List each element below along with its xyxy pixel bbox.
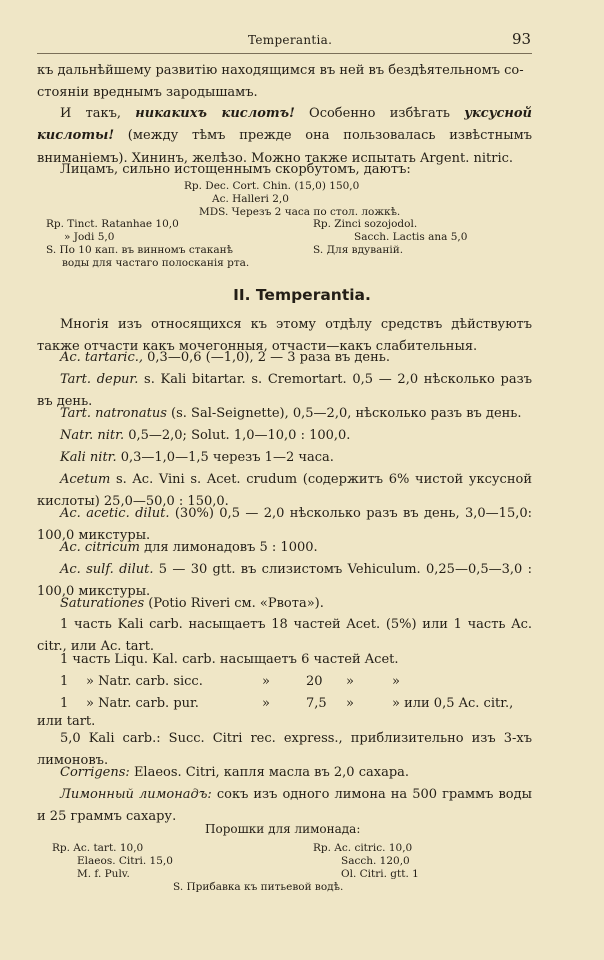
drug-name: Saturationes (60, 596, 145, 611)
recipe-2-line-1: Rp. Tinct. Ratanhae 10,0 (46, 218, 179, 230)
powders-right-line-3: Ol. Citri. gtt. 1 (341, 868, 419, 880)
recipe-3-line-3: S. Для вдуваній. (313, 244, 404, 256)
table-row-2-num: 1 (60, 696, 69, 711)
text-run: (между тѣмъ прежде она пользовалась извѣстнымъ вниманіемъ). Хининъ, желѣзо. Можно также испытать Argent. nitric. (37, 128, 532, 166)
recipe-1-line-2: Ac. Halleri 2,0 (212, 193, 289, 205)
drug-name: Corrigens: (60, 765, 130, 780)
entry-saturationes (37, 593, 532, 615)
entry-text: Elaeos. Citri, капля масла въ 2,0 сахара. (129, 765, 410, 780)
entry-text: (Potio Riveri см. «Рвота»). (144, 596, 324, 611)
table-row-1-ditto: » (262, 674, 270, 689)
drug-name: Ac. acetic. dilut. (60, 506, 170, 521)
text-run: Особенно избѣгать (294, 106, 465, 121)
entry-text: 5 — 30 gtt. въ слизистомъ Vehiculum. 0,25—0,5—3,0 : 100,0 микстуры. (37, 562, 532, 600)
table-row-2-substance: » Natr. carb. pur. (86, 696, 199, 711)
entry-text: 0,3—0,6 (—1,0), 2 — 3 раза въ день. (143, 350, 390, 365)
table-row-2-continuation: или tart. (37, 714, 96, 729)
paragraph-scurvy: Лицамъ, сильно истощеннымъ скорбутомъ, даютъ: (60, 162, 411, 177)
drug-name: Ac. sulf. dilut. (60, 562, 154, 577)
drug-name: Natr. nitr. (60, 428, 125, 443)
lemon-saturation: 5,0 Kali carb.: Succ. Citri rec. express., приблизительно изъ 3-хъ лимоновъ. (37, 731, 532, 769)
recipe-1-line-1: Rp. Dec. Cort. Chin. (15,0) 150,0 (184, 180, 360, 192)
entry-tart-natronatus (37, 403, 532, 425)
drug-name: Ac. citricum (60, 540, 140, 555)
section-intro: Многія изъ относящихся къ этому отдѣлу средствъ дѣйствуютъ также отчасти какъ мочегонныя, отчасти—какъ слабительныя. (37, 317, 532, 355)
continuation-line-2: стояніи вреднымъ зародышамъ. (37, 85, 258, 101)
entry-text: s. Kali bitartar. s. Cremortart. 0,5 — 2,0 нѣсколько разъ въ день. (37, 372, 532, 410)
powders-right-line-1: Rp. Ac. citric. 10,0 (313, 842, 413, 854)
entry-text: (30%) 0,5 — 2,0 нѣсколько разъ въ день, 3,0—15,0: 100,0 микстуры. (37, 506, 532, 544)
powders-note: S. Прибавка къ питьевой водѣ. (173, 881, 344, 893)
drug-name: Kali nitr. (60, 450, 117, 465)
powders-left-line-2: Elaeos. Citri. 15,0 (77, 855, 173, 867)
entry-text: 0,3—1,0—1,5 черезъ 1—2 часа. (116, 450, 334, 465)
continuation-paragraph (37, 60, 532, 105)
header-rule (37, 53, 532, 54)
entry-natr-nitr (37, 425, 532, 447)
emphasis-no-acids: никакихъ кислотъ! (135, 106, 295, 121)
saturation-kali: 1 часть Kali carb. насыщаетъ 18 частей Acet. (5%) или 1 часть Ac. citr., или Ac. tart. (37, 617, 532, 655)
section-heading: II. Temperantia. (233, 286, 371, 304)
powders-right-line-2: Sacch. 120,0 (341, 855, 410, 867)
entry-text: сокъ изъ одного лимона на 500 граммъ воды и 25 граммъ сахару. (37, 787, 532, 825)
continuation-line-1: къ дальнѣйшему развитію находящимся въ ней въ бездѣятельномъ со- (37, 63, 524, 78)
saturation-liqu: 1 часть Liqu. Kal. carb. насыщаетъ 6 частей Acet. (60, 652, 399, 667)
entry-ac-tartaric (37, 347, 532, 369)
powders-left-line-1: Rp. Ac. tart. 10,0 (52, 842, 144, 854)
entry-kali-nitr (37, 447, 532, 469)
drug-name: Acetum (60, 472, 111, 487)
drug-name: Лимонный лимонадъ: (60, 787, 212, 802)
recipe-3-line-1: Rp. Zinci sozojodol. (313, 218, 418, 230)
page-number: 93 (512, 30, 532, 48)
recipe-1-line-3: MDS. Черезъ 2 часа по стол. ложкѣ. (199, 206, 401, 218)
drug-name: Tart. natronatus (60, 406, 167, 421)
table-row-1-ditto-2: » (346, 674, 354, 689)
entry-text: s. Ac. Vini s. Acet. crudum (содержитъ 6% чистой уксусной кислоты) 25,0—50,0 : 150,0. (37, 472, 532, 510)
entry-corrigens (37, 762, 532, 784)
table-row-1-amount: 20 (306, 674, 323, 689)
drug-name: Ac. tartaric., (60, 350, 144, 365)
entry-text: 0,5—2,0; Solut. 1,0—10,0 : 100,0. (124, 428, 351, 443)
table-row-1-ditto-3: » (392, 674, 400, 689)
table-row-2-ditto: » (262, 696, 270, 711)
table-row-2-amount: 7,5 (306, 696, 327, 711)
powders-title: Порошки для лимонада: (205, 822, 361, 836)
text-run: И такъ, (60, 106, 136, 121)
table-row-1-substance: » Natr. carb. sicc. (86, 674, 203, 689)
entry-ac-citricum (37, 537, 532, 559)
recipe-2-line-4: воды для частаго полосканія рта. (62, 257, 250, 269)
drug-name: Tart. depur. (60, 372, 139, 387)
recipe-2-line-3: S. По 10 кап. въ винномъ стаканѣ (46, 244, 233, 256)
emphasis-acetic-acid: уксусной кислоты! (37, 106, 532, 144)
table-row-2-alternative: » или 0,5 Ac. citr., (392, 696, 514, 711)
entry-text: для лимонадовъ 5 : 1000. (139, 540, 318, 555)
recipe-2-line-2: » Jodi 5,0 (64, 231, 115, 243)
table-row-1-num: 1 (60, 674, 69, 689)
powders-left-line-3: M. f. Pulv. (77, 868, 130, 880)
running-header: Temperantia. (248, 33, 333, 47)
entry-text: (s. Sal-Seignette), 0,5—2,0, нѣсколько разъ въ день. (166, 406, 522, 421)
recipe-3-line-2: Sacch. Lactis ana 5,0 (354, 231, 468, 243)
table-row-2-ditto-2: » (346, 696, 354, 711)
